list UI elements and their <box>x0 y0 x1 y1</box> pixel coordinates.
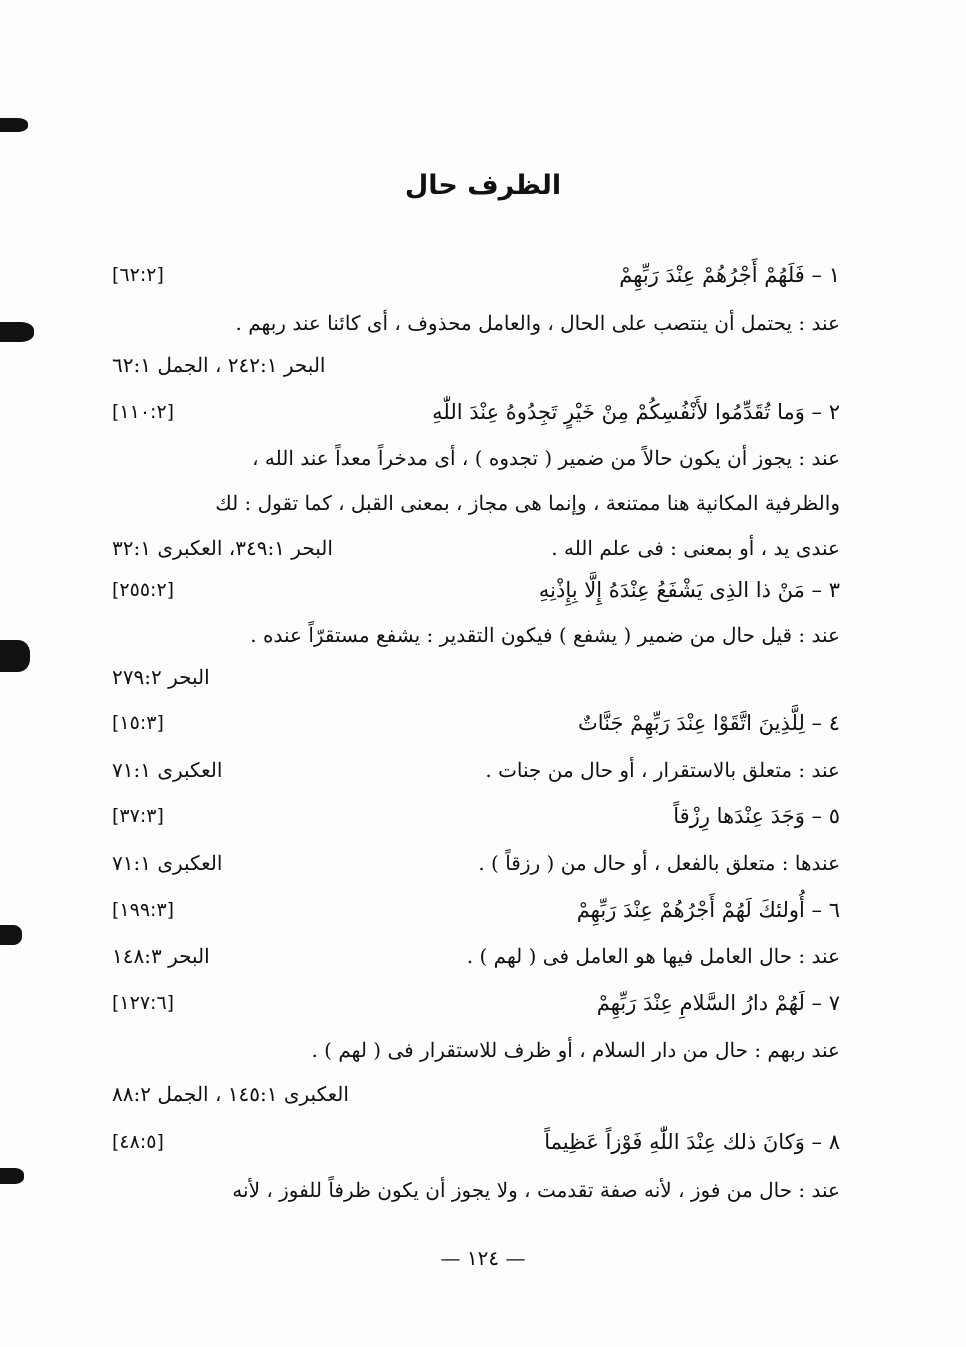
source-line <box>112 657 840 697</box>
margin-mark <box>0 322 34 342</box>
commentary-line <box>112 615 840 655</box>
source-citation: العكبرى ٧١:١ <box>112 851 223 875</box>
verse-reference: [٢٥٥:٢] <box>112 579 175 601</box>
commentary-text: عندى يد ، أو بمعنى : فى علم الله . <box>551 536 840 560</box>
commentary-line <box>112 528 840 568</box>
verse-reference: [٣٧:٣] <box>112 805 164 827</box>
verse-reference: [٦٢:٢] <box>112 264 164 286</box>
source-citation: البحر ٣٤٩:١، العكبرى ٣٢:١ <box>112 536 333 560</box>
source-citation: البحر ١٤٨:٣ <box>112 944 210 968</box>
commentary-line <box>112 750 840 790</box>
margin-mark <box>0 925 22 945</box>
verse-text: ٦ – أُولئكَ لَهُمْ أَجْرُهُمْ عِنْدَ رَبِّهِمْ <box>576 898 840 922</box>
commentary-line <box>112 936 840 976</box>
source-citation: البحر ٢٤٢:١ ، الجمل ٦٢:١ <box>112 353 326 377</box>
verse-reference: [١١٠:٢] <box>112 401 175 423</box>
commentary-text: عند ربهم : حال من دار السلام ، أو ظرف للاستقرار فى ( لهم ) . <box>311 1038 840 1062</box>
verse-line <box>112 570 840 610</box>
source-citation: البحر ٢٧٩:٢ <box>112 665 210 689</box>
verse-reference: [١٢٧:٦] <box>112 992 175 1014</box>
commentary-text: عند : حال العامل فيها هو العامل فى ( لهم ) . <box>466 944 840 968</box>
page-number: — ١٢٤ — <box>440 1246 526 1270</box>
source-citation: العكبرى ٧١:١ <box>112 758 223 782</box>
commentary-text: عند : قيل حال من ضمير ( يشفع ) فيكون التقدير : يشفع مستقرّاً عنده . <box>250 623 840 647</box>
commentary-line: والظرفية المكانية هنا ممتنعة ، وإنما هى مجاز ، بمعنى القبل ، كما تقول : لك <box>215 491 840 515</box>
verse-text: ٥ – وَجَدَ عِنْدَها رِزْقاً <box>673 804 840 828</box>
source-line <box>112 1074 840 1114</box>
verse-text: ٢ – وَما تُقَدِّمُوا لأَنْفُسِكُمْ مِنْ خَيْرٍ تَجِدُوهُ عِنْدَ اللّٰهِ <box>432 400 840 424</box>
verse-line <box>112 796 840 836</box>
commentary-line: عند : حال من فوز ، لأنه صفة تقدمت ، ولا يجوز أن يكون ظرفاً للفوز ، لأنه <box>232 1178 840 1202</box>
commentary-text: عند : متعلق بالاستقرار ، أو حال من جنات . <box>485 758 840 782</box>
commentary-text: عندها : متعلق بالفعل ، أو حال من ( رزقاً ) . <box>478 851 840 875</box>
verse-line <box>112 983 840 1023</box>
verse-text: ٧ – لَهُمْ دارُ السَّلامِ عِنْدَ رَبِّهِمْ <box>596 991 840 1015</box>
verse-reference: [١٩٩:٣] <box>112 899 175 921</box>
page-title: الظرف حال <box>404 170 562 201</box>
verse-line <box>112 703 840 743</box>
margin-mark <box>0 640 30 672</box>
verse-reference: [٤٨:٥] <box>112 1131 164 1153</box>
margin-mark <box>0 118 28 132</box>
verse-line <box>112 255 840 295</box>
verse-line <box>112 1122 840 1162</box>
source-line <box>112 345 840 385</box>
margin-mark <box>0 1168 24 1184</box>
verse-text: ٣ – مَنْ ذا الذِى يَشْفَعُ عِنْدَهُ إِلَّا بِإِذْنِهِ <box>538 578 840 602</box>
commentary-line <box>112 843 840 883</box>
verse-reference: [١٥:٣] <box>112 712 164 734</box>
commentary-line <box>112 1030 840 1070</box>
commentary-line: عند : يحتمل أن ينتصب على الحال ، والعامل محذوف ، أى كائنا عند ربهم . <box>235 311 840 335</box>
verse-text: ٨ – وَكانَ ذلك عِنْدَ اللّٰهِ فَوْزاً عَظِيماً <box>544 1130 840 1154</box>
verse-line <box>112 890 840 930</box>
verse-text: ١ – فَلَهُمْ أَجْرُهُمْ عِنْدَ رَبِّهِمْ <box>619 263 840 287</box>
verse-text: ٤ – لِلَّذِينَ اتَّقَوْا عِنْدَ رَبِّهِمْ جَنَّاتٌ <box>577 711 840 735</box>
verse-line <box>112 392 840 432</box>
source-citation: العكبرى ١٤٥:١ ، الجمل ٨٨:٢ <box>112 1082 349 1106</box>
commentary-line: عند : يجوز أن يكون حالاً من ضمير ( تجدوه ) ، أى مدخراً معداً عند الله ، <box>252 446 840 470</box>
